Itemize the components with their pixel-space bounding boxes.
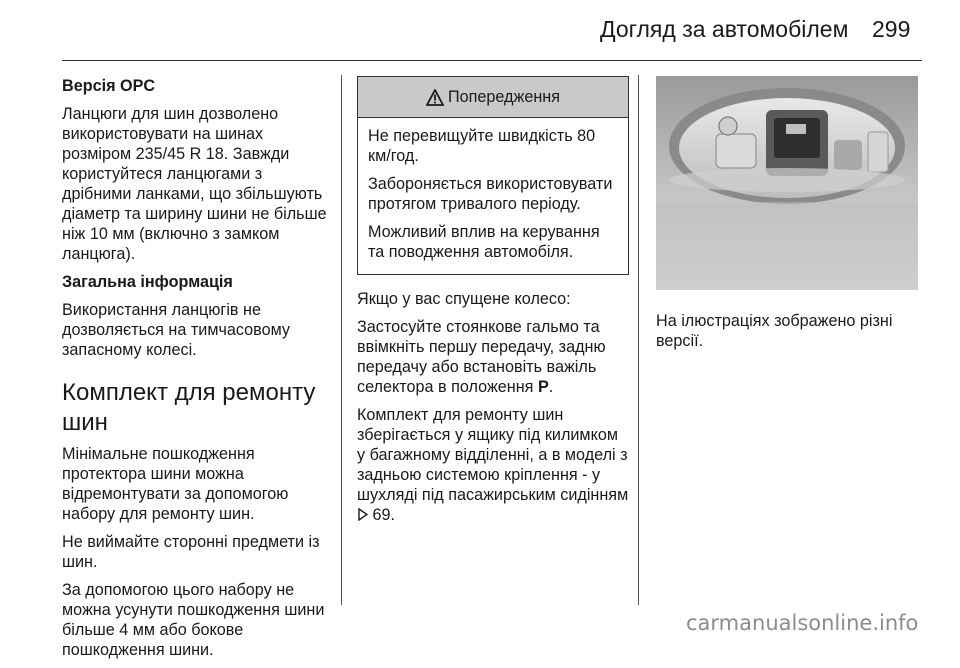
trunk-repair-kit-illustration — [656, 76, 918, 290]
flat-tyre-text: Застосуйте стоянкове гальмо та ввімкніть першу передачу, задню передачу або встановіть важіль селектора в положення — [357, 318, 606, 396]
warning-text-2: Забороняється використовувати протягом тривалого періоду. — [368, 175, 613, 213]
storage-paragraph — [357, 405, 629, 525]
flat-tyre-instructions — [357, 317, 629, 397]
repair-kit-paragraph-2: Не виймайте сторонні предмети із шин. — [62, 533, 320, 571]
page-reference-arrow-icon[interactable] — [357, 508, 368, 521]
general-info-paragraph: Використання ланцюгів не дозволяється на тимчасовому запасному колесі. — [62, 301, 290, 359]
warning-header — [358, 77, 628, 118]
flat-tyre-intro: Якщо у вас спущене колесо: — [357, 290, 571, 308]
page-header-title: Догляд за автомобілем — [600, 16, 849, 42]
page-reference-link[interactable]: 69. — [372, 506, 396, 524]
warning-text-1: Не перевищуйте швидкість 80 км/год. — [368, 127, 596, 165]
column-divider — [341, 75, 342, 605]
section-title: Комплект для ремонту шин — [62, 379, 316, 436]
warning-text-3: Можливий вплив на керування та поводження автомобіля. — [368, 223, 600, 261]
header-rule — [62, 60, 922, 61]
warning-triangle-icon — [426, 89, 444, 106]
warning-body — [358, 118, 628, 274]
page-number: 299 — [872, 16, 911, 42]
watermark: carmanualsonline.info — [686, 611, 919, 635]
gear-position-p: P — [537, 378, 549, 396]
column-divider — [638, 75, 639, 605]
general-info-subheading: Загальна інформація — [62, 273, 233, 291]
opc-paragraph: Ланцюги для шин дозволено використовувати на шинах розміром 235/45 R 18. Завжди користуйтеся ланцюгами з дрібними ланками, що збільшують діаметр та ширину шини не більше ніж 10 мм (включно з замком ланцюга). — [62, 105, 327, 263]
illustration-caption: На ілюстраціях зображено різні версії. — [656, 312, 893, 350]
column-left — [62, 76, 332, 668]
warning-title: Попередження — [448, 88, 560, 106]
repair-kit-paragraph-3: За допомогою цього набору не можна усунути пошкодження шини більше 4 мм або бокове пошкодження шини. — [62, 581, 325, 659]
storage-text: Комплект для ремонту шин зберігається у ящику під килимком у багажному відділенні, а в моделі з задньою системою кріплення - у шухляді під пасажирським сидінням — [357, 406, 629, 504]
repair-kit-paragraph-1: Мінімальне пошкодження протектора шини можна відремонтувати за допомогою набору для ремонту шин. — [62, 445, 289, 523]
warning-box — [357, 76, 629, 275]
opc-subheading: Версія OPC — [62, 77, 156, 95]
column-right — [656, 76, 920, 359]
flat-tyre-text-end: . — [548, 378, 554, 396]
column-middle — [357, 76, 629, 533]
